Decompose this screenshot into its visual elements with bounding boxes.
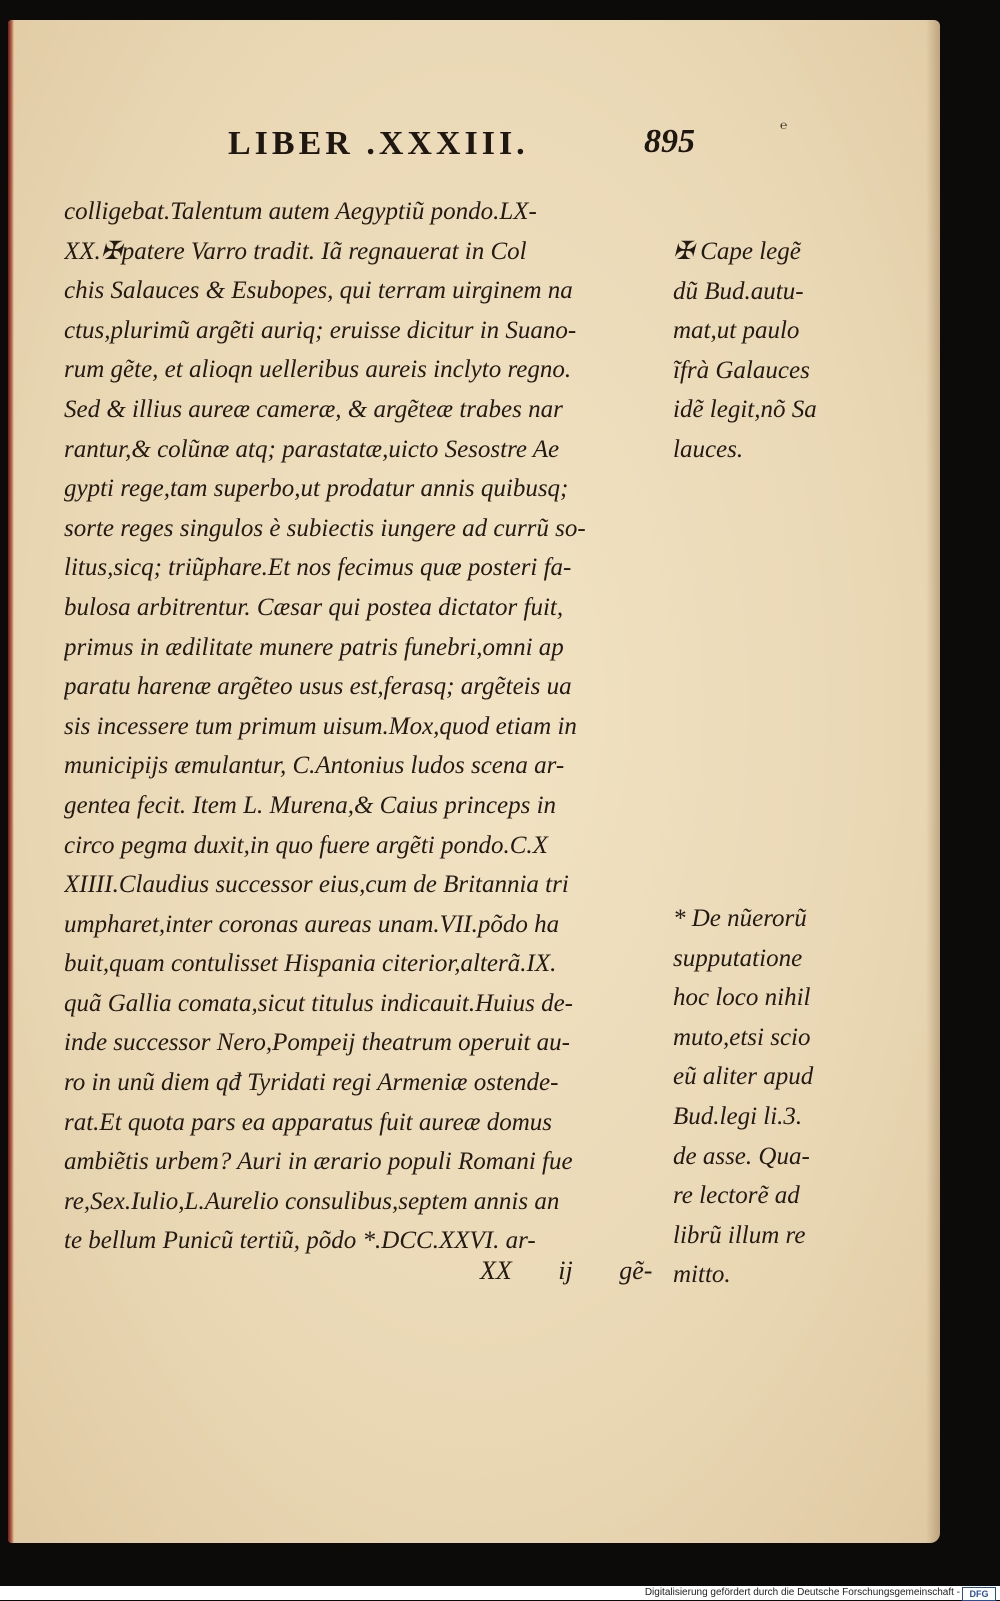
margin-line: de asse. Qua- [673, 1142, 810, 1170]
page-fore-edge [926, 20, 940, 1543]
margin-line: re lectorẽ ad [673, 1182, 800, 1210]
margin-line: ✠ Cape legẽ [673, 238, 801, 265]
catchword: gẽ- [619, 1256, 653, 1285]
text-line: colligebat.Talentum autem Aegyptiũ pondo.LX- [64, 198, 537, 225]
margin-line: lauces. [673, 435, 744, 463]
margin-line: ĩfrà Galauces [673, 356, 810, 384]
text-line: primus in ædilitate munere patris funebri,omni ap [64, 633, 564, 661]
margin-line: dũ Bud.autu- [673, 277, 804, 305]
text-line: chis Salauces & Esubopes, qui terram uirginem na [64, 277, 573, 305]
book-page [8, 20, 940, 1543]
text-line: ro in unũ diem qđ Tyridati regi Armeniæ ostende- [64, 1069, 559, 1097]
margin-line: mitto. [673, 1261, 731, 1289]
signature-mark: XX [480, 1256, 512, 1285]
text-line: litus,sicq; triũphare.Et nos fecimus quæ posteri fa- [64, 554, 572, 582]
text-line: paratu harenæ argẽteo usus est,ferasq; argẽteis ua [64, 673, 572, 701]
signature-sub: ij [558, 1256, 573, 1285]
dfg-logo: DFG [962, 1587, 996, 1601]
text-line: te bellum Punicũ tertiũ, põdo *.DCC.XXVI. ar- [64, 1227, 536, 1255]
marginal-note-bottom [673, 899, 861, 1295]
text-line: gentea fecit. Item L. Murena,& Caius princeps in [64, 791, 557, 819]
text-line: sorte reges singulos è subiectis iungere ad currũ so- [64, 514, 586, 542]
marginal-note-top [673, 232, 861, 470]
funding-credit: Digitalisierung gefördert durch die Deutsche Forschungsgemeinschaft - [644, 1587, 960, 1598]
margin-line: idẽ legit,nõ Sa [673, 396, 817, 424]
text-line: Sed & illius aureæ cameræ, & argẽteæ trabes nar [64, 395, 563, 423]
main-text-column [64, 192, 672, 1261]
text-line: ambiẽtis urbem? Auri in ærario populi Romani fue [64, 1148, 573, 1176]
margin-line: Bud.legi li.3. [673, 1102, 803, 1130]
text-line: bulosa arbitrentur. Cæsar qui postea dictator fuit, [64, 593, 564, 621]
text-line: rat.Et quota pars ea apparatus fuit aureæ domus [64, 1108, 552, 1136]
text-line: gypti rege,tam superbo,ut prodatur annis quibusq; [64, 475, 569, 503]
margin-line: muto,etsi scio [673, 1023, 811, 1051]
margin-line: * De nũerorũ [673, 905, 807, 932]
corner-mark: ℮ [780, 118, 788, 132]
text-line: XX.✠patere Varro tradit. Iã regnauerat in Col [64, 237, 527, 265]
text-line: circo pegma duxit,in quo fuere argẽti pondo.C.X [64, 831, 548, 859]
page-binding-edge [8, 20, 14, 1543]
text-line: municipijs æmulantur, C.Antonius ludos scena ar- [64, 752, 565, 780]
text-line: buit,quam contulisset Hispania citerior,alterã.IX. [64, 950, 557, 978]
signature-line [480, 1256, 840, 1286]
text-line: rum gẽte, et alioqn uelleribus aureis inclyto regno. [64, 356, 572, 384]
text-line: sis incessere tum primum uisum.Mox,quod etiam in [64, 712, 577, 740]
text-line: XIIII.Claudius successor eius,cum de Britannia tri [64, 871, 569, 899]
margin-line: librũ illum re [673, 1221, 806, 1249]
margin-line: supputatione [673, 944, 803, 972]
margin-line: hoc loco nihil [673, 984, 811, 1012]
folio-number: 895 [644, 123, 695, 160]
text-line: rantur,& colũnæ atq; parastatæ,uicto Sesostre Ae [64, 435, 560, 463]
running-head: LIBER .XXXIII. [228, 125, 529, 162]
text-line: umpharet,inter coronas aureas unam.VII.põdo ha [64, 910, 560, 938]
text-line: inde successor Nero,Pompeij theatrum operuit au- [64, 1029, 570, 1057]
text-line: quã Gallia comata,sicut titulus indicauit.Huius de- [64, 989, 573, 1017]
text-line: ctus,plurimũ argẽti auriq; eruisse dicitur in Suano- [64, 316, 577, 344]
text-line: re,Sex.Iulio,L.Aurelio consulibus,septem annis an [64, 1187, 560, 1215]
margin-line: mat,ut paulo [673, 317, 800, 345]
margin-line: eũ aliter apud [673, 1063, 814, 1091]
